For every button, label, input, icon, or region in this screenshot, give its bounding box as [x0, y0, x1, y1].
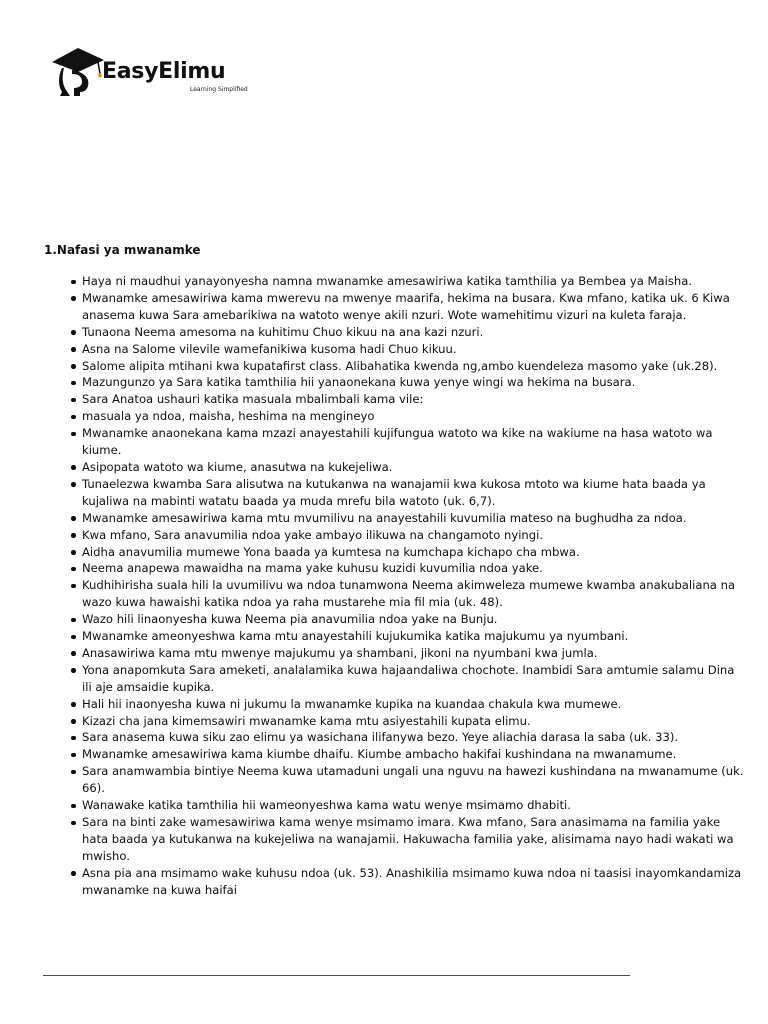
list-item: Neema anapewa mawaidha na mama yake kuhusu kuzidi kuvumilia ndoa yake. [82, 560, 744, 577]
list-item: Anasawiriwa kama mtu mwenye majukumu ya shambani, jikoni na nyumbani kwa jumla. [82, 645, 744, 662]
logo-wordmark: EasyElimu [102, 59, 226, 84]
list-item: Kwa mfano, Sara anavumilia ndoa yake ambayo ilikuwa na changamoto nyingi. [82, 527, 744, 544]
list-item: masuala ya ndoa, maisha, heshima na mengineyo [82, 408, 744, 425]
list-item: Haya ni maudhui yanayonyesha namna mwanamke amesawiriwa katika tamthilia ya Bembea ya Maisha. [82, 273, 744, 290]
list-item: Mazungunzo ya Sara katika tamthilia hii yanaonekana kuwa yenye wingi wa hekima na busara. [82, 374, 744, 391]
list-item: Mwanamke amesawiriwa kama mtu mvumilivu na anayestahili kuvumilia mateso na bughudha za ndoa. [82, 510, 744, 527]
list-item: Asna pia ana msimamo wake kuhusu ndoa (uk. 53). Anashikilia msimamo kuwa ndoa ni taasisi inayomkandamiza mwanamke na kuwa haifai [82, 865, 744, 899]
list-item: Sara anasema kuwa siku zao elimu ya wasichana ilifanywa bezo. Yeye aliachia darasa la saba (uk. 33). [82, 729, 744, 746]
list-item: Sara na binti zake wamesawiriwa kama wenye msimamo imara. Kwa mfano, Sara anasimama na familia yake hata baada ya kutukanwa na kukejeliwa na wanajamii. Hakuwacha familia yake, alisimama nayo hadi wakati wa mwisho. [82, 814, 744, 865]
list-item: Wazo hili linaonyesha kuwa Neema pia anavumilia ndoa yake na Bunju. [82, 611, 744, 628]
section-title: 1.Nafasi ya mwanamke [44, 243, 201, 257]
list-item: Mwanamke ameonyeshwa kama mtu anayestahili kujukumika katika majukumu ya nyumbani. [82, 628, 744, 645]
bullet-list [64, 273, 744, 899]
list-item: Tunaelezwa kwamba Sara alisutwa na kutukanwa na wanajamii kwa kukosa mtoto wa kiume hata baada ya kujaliwa na mabinti watatu baada ya muda mrefu bila watoto (uk. 6,7). [82, 476, 744, 510]
footer-rule [43, 975, 630, 976]
list-item: Sara Anatoa ushauri katika masuala mbalimbali kama vile: [82, 391, 744, 408]
list-item: Mwanamke amesawiriwa kama kiumbe dhaifu. Kiumbe ambacho hakifai kushindana na mwanamume. [82, 746, 744, 763]
list-item: Tunaona Neema amesoma na kuhitimu Chuo kikuu na ana kazi nzuri. [82, 324, 744, 341]
list-item: Asipopata watoto wa kiume, anasutwa na kukejeliwa. [82, 459, 744, 476]
list-item: Aidha anavumilia mumewe Yona baada ya kumtesa na kumchapa kichapo cha mbwa. [82, 544, 744, 561]
list-item: Hali hii inaonyesha kuwa ni jukumu la mwanamke kupika na kuandaa chakula kwa mumewe. [82, 696, 744, 713]
list-item: Kizazi cha jana kimemsawiri mwanamke kama mtu asiyestahili kupata elimu. [82, 713, 744, 730]
list-item: Sara anamwambia bintiye Neema kuwa utamaduni ungali una nguvu na hawezi kushindana na mwanamume (uk. 66). [82, 764, 744, 796]
easyelimu-logo [50, 44, 250, 100]
list-item: Salome alipita mtihani kwa kupatafirst class. Alibahatika kwenda ng,ambo kuendeleza masomo yake (uk.28). [82, 358, 744, 375]
list-item: Mwanamke anaonekana kama mzazi anayestahili kujifungua watoto wa kike na wakiume na hasa watoto wa kiume. [82, 425, 744, 459]
list-item: Kudhihirisha suala hili la uvumilivu wa ndoa tunamwona Neema akimweleza mumewe kwamba anakubaliana na wazo kuwa hawaishi katika ndoa ya raha mustarehe mia fil mia (uk. 48). [82, 577, 744, 611]
list-item: Asna na Salome vilevile wamefanikiwa kusoma hadi Chuo kikuu. [82, 341, 744, 358]
list-item: Yona anapomkuta Sara ameketi, analalamika kuwa hajaandaliwa chochote. Inambidi Sara amtumie salamu Dina ili aje amsaidie kupika. [82, 662, 744, 696]
graduation-cap-head-icon [50, 44, 106, 100]
list-item: Wanawake katika tamthilia hii wameonyeshwa kama watu wenye msimamo dhabiti. [82, 797, 744, 814]
list-item: Mwanamke amesawiriwa kama mwerevu na mwenye maarifa, hekima na busara. Kwa mfano, katika uk. 6 Kiwa anasema kuwa Sara amebarikiwa na watoto wenye akili nzuri. Wote wamehitimu vizuri na kuleta faraja. [82, 290, 744, 324]
logo-tagline: Learning Simplified [190, 86, 248, 93]
